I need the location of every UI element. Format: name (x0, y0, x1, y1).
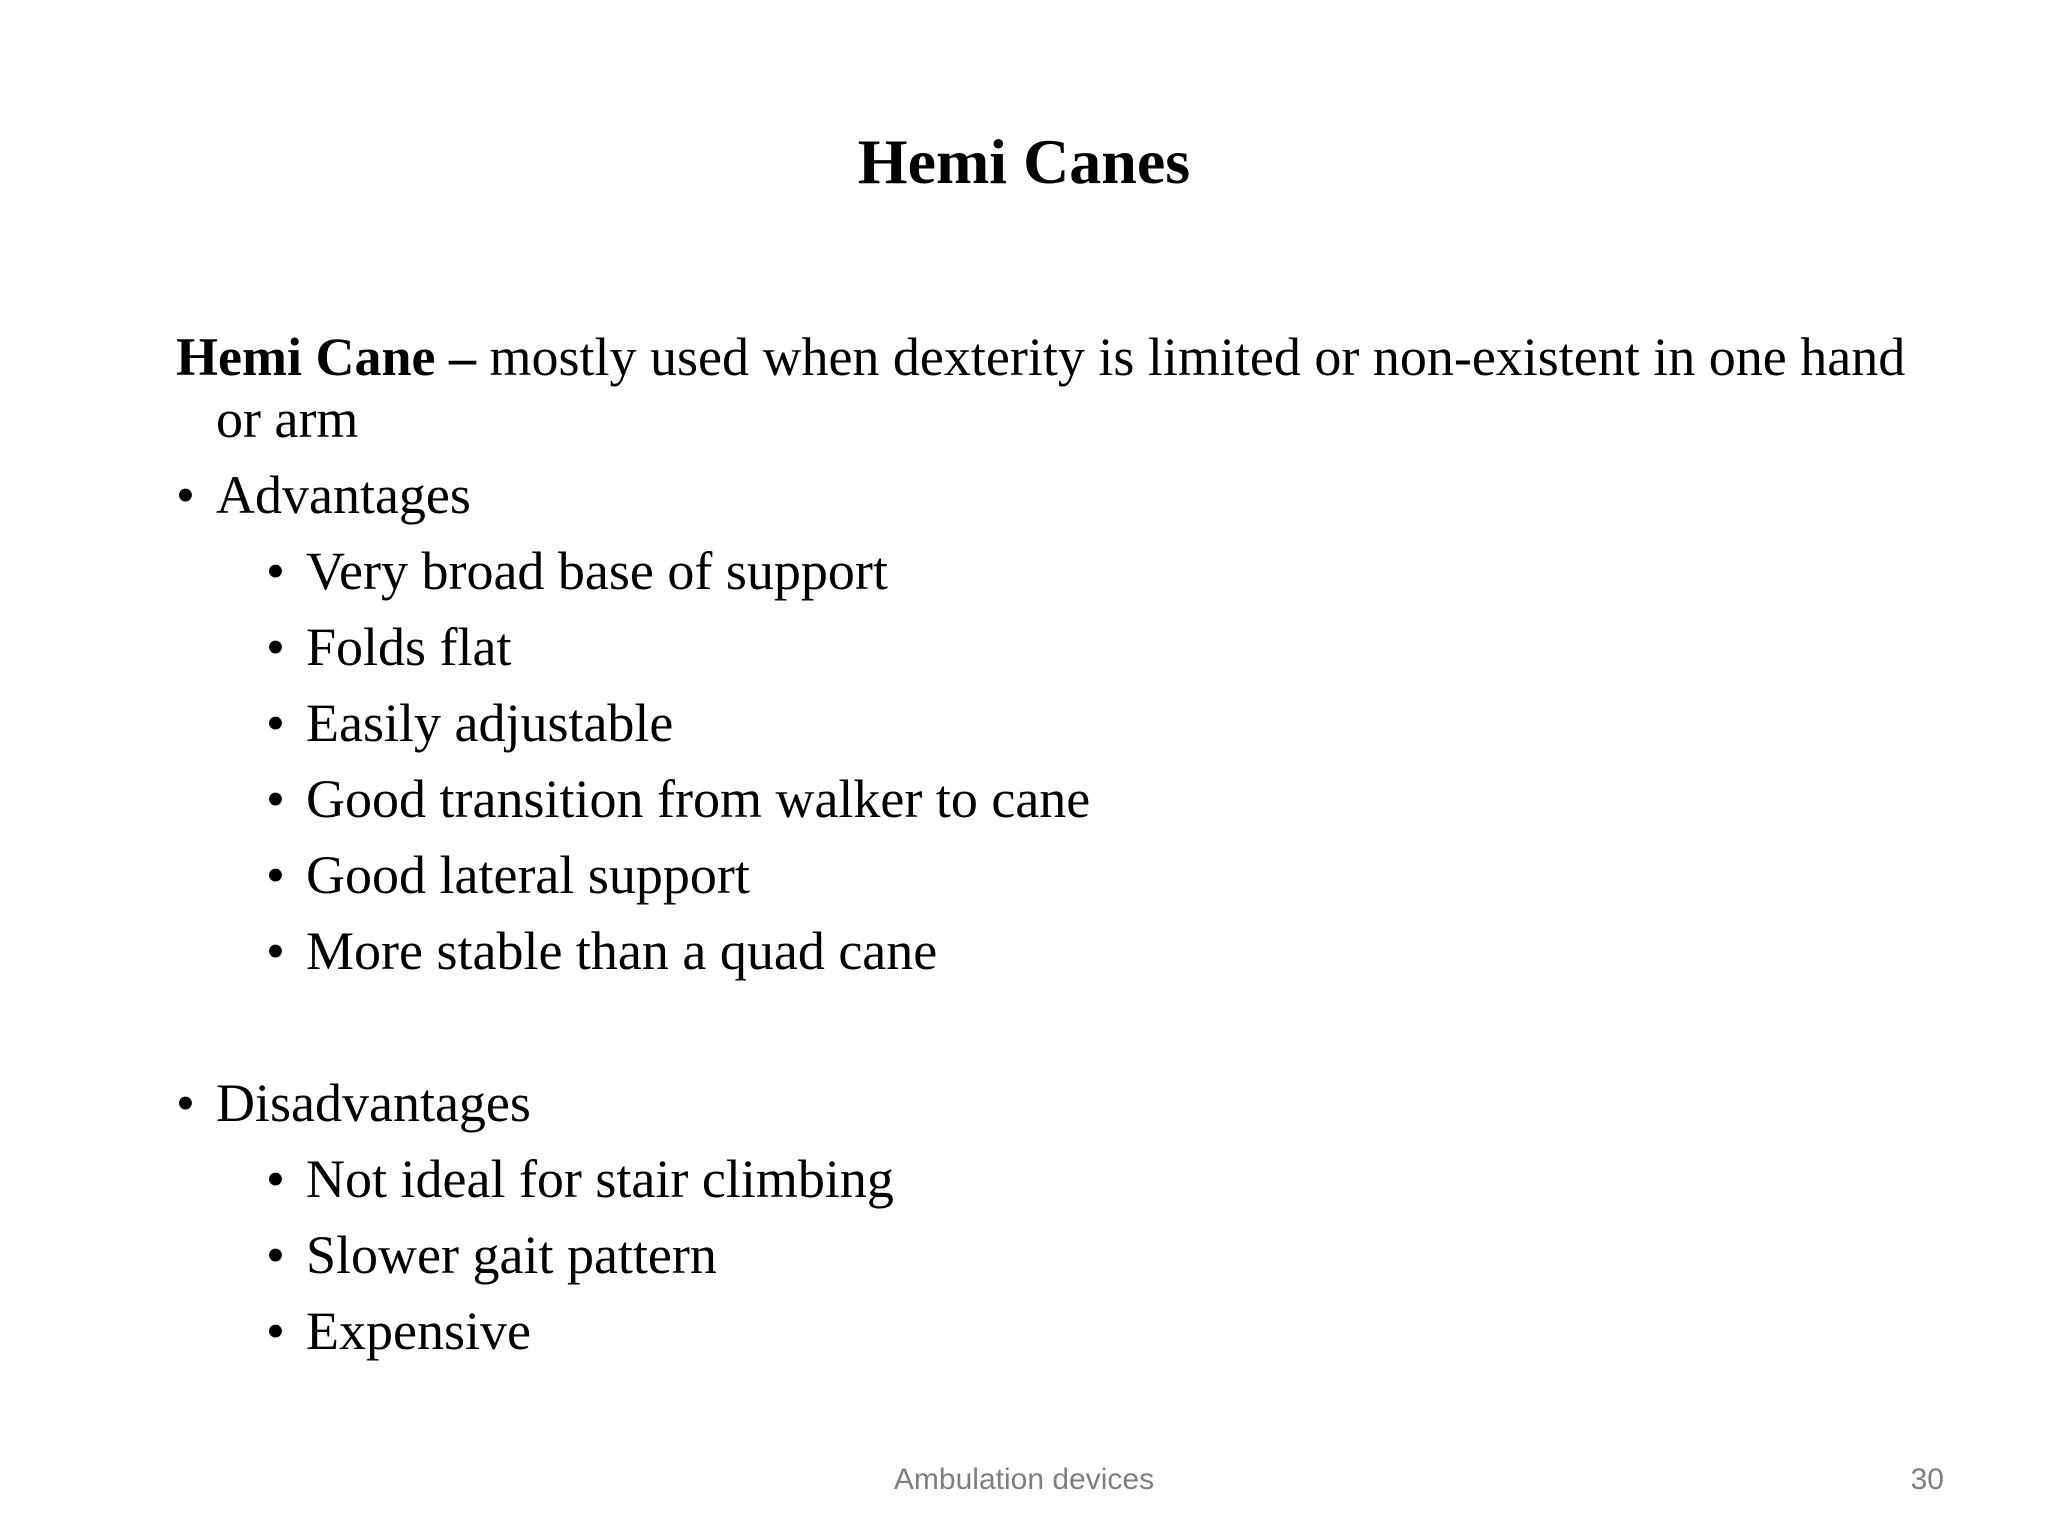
intro-text: mostly used when dexterity is limited or non-existent in one hand or arm (216, 327, 1906, 449)
list-item-advantage (266, 920, 938, 982)
advantages-heading (176, 464, 471, 526)
list-item-advantage (266, 616, 512, 678)
bullet-icon: • (266, 1301, 285, 1361)
list-item-advantage (266, 844, 750, 906)
disadvantages-heading (176, 1072, 531, 1134)
disadvantage-text: Slower gait pattern (306, 1225, 717, 1285)
bullet-icon: • (266, 617, 285, 677)
bullet-icon: • (266, 693, 285, 753)
bullet-icon: • (266, 541, 285, 601)
list-item-advantage (266, 692, 674, 754)
bullet-icon: • (266, 1149, 285, 1209)
bullet-icon: • (176, 465, 195, 525)
list-item-disadvantage (266, 1300, 531, 1362)
disadvantage-text: Expensive (306, 1301, 531, 1361)
advantage-text: Good lateral support (306, 845, 750, 905)
intro-paragraph (176, 326, 1956, 450)
bullet-icon: • (266, 1225, 285, 1285)
bullet-icon: • (266, 769, 285, 829)
list-item-advantage (266, 540, 888, 602)
advantages-label: Advantages (216, 465, 471, 525)
advantage-text: More stable than a quad cane (306, 921, 938, 981)
advantage-text: Very broad base of support (306, 541, 888, 601)
bullet-icon: • (176, 1073, 195, 1133)
disadvantages-label: Disadvantages (216, 1073, 531, 1133)
list-item-disadvantage (266, 1224, 717, 1286)
advantage-text: Easily adjustable (306, 693, 674, 753)
advantage-text: Good transition from walker to cane (306, 769, 1091, 829)
list-item-disadvantage (266, 1148, 894, 1210)
advantage-text: Folds flat (306, 617, 512, 677)
page-number: 30 (1910, 1463, 1944, 1496)
list-item-advantage (266, 768, 1091, 830)
bullet-icon: • (266, 921, 285, 981)
disadvantage-text: Not ideal for stair climbing (306, 1149, 894, 1209)
bullet-icon: • (266, 845, 285, 905)
footer-text: Ambulation devices (893, 1463, 1155, 1496)
intro-term: Hemi Cane – (176, 327, 476, 387)
slide-title: Hemi Canes (857, 126, 1191, 197)
